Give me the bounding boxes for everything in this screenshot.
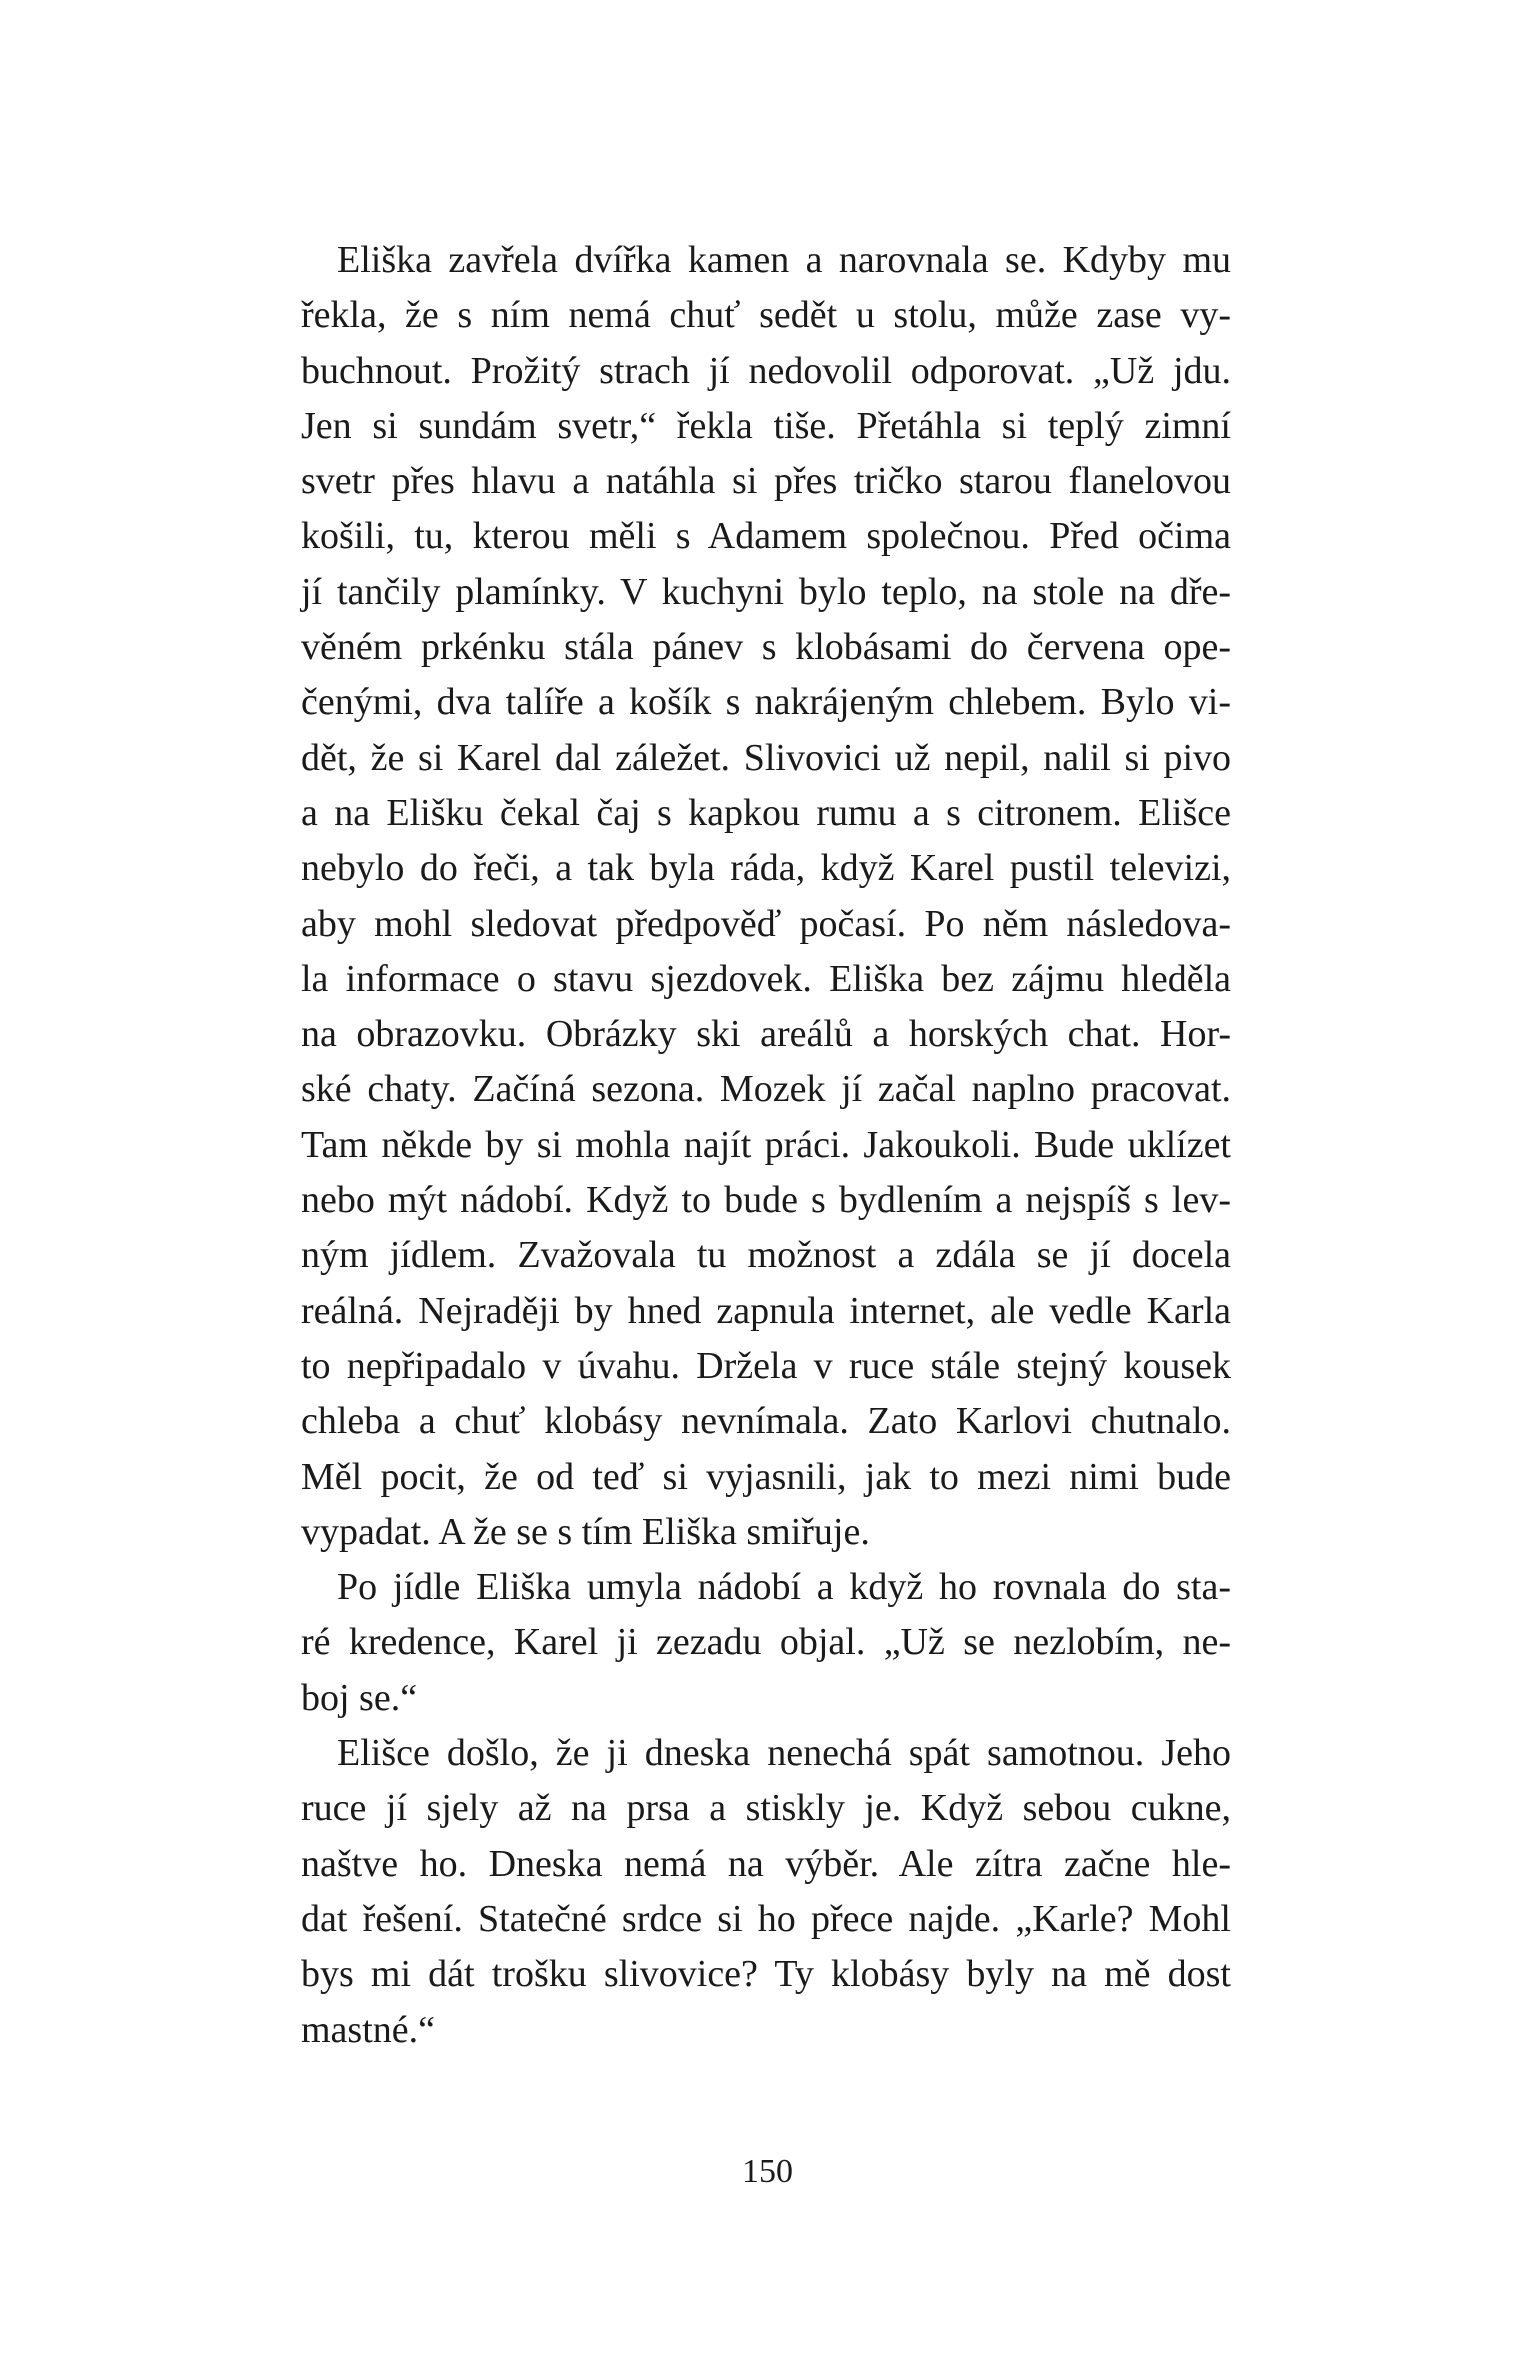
text-line: to nepřipadalo v úvahu. Držela v ruce stále stejný kousek [301,1344,1231,1387]
text-line: Eliška zavřela dvířka kamen a narovnala se. Kdyby mu [337,239,1231,281]
text-line: řekla, že s ním nemá chuť sedět u stolu, může zase vy- [301,294,1231,337]
text-line: Po jídle Eliška umyla nádobí a když ho rovnala do sta- [337,1566,1231,1609]
text-line: ruce jí sjely až na prsa a stiskly je. Když sebou cukne, [301,1787,1231,1830]
text-line: aby mohl sledovat předpověď počasí. Po něm následova- [301,902,1231,945]
text-line: naštve ho. Dneska nemá na výběr. Ale zítra začne hle- [301,1842,1231,1885]
body-text [301,233,1231,2058]
text-line: Elišce došlo, že ji dneska nenechá spát samotnou. Jeho [337,1732,1231,1775]
text-line: reálná. Nejraději by hned zapnula internet, ale vedle Karla [301,1289,1231,1332]
text-line: vypadat. A že se s tím Eliška smiřuje. [301,1510,870,1553]
text-line: košili, tu, kterou měli s Adamem společnou. Před očima [301,515,1231,558]
text-line: buchnout. Prožitý strach jí nedovolil odporovat. „Už jdu. [301,349,1231,392]
text-line: Jen si sundám svetr,“ řekla tiše. Přetáhla si teplý zimní [301,404,1231,447]
text-line: la informace o stavu sjezdovek. Eliška bez zájmu hleděla [301,957,1231,1000]
text-line: mastné.“ [301,2008,436,2051]
text-line: dat řešení. Statečné srdce si ho přece najde. „Karle? Mohl [301,1897,1231,1940]
text-line: čenými, dva talíře a košík s nakrájeným chlebem. Bylo vi- [301,681,1231,724]
text-line: nebylo do řeči, a tak byla ráda, když Karel pustil televizi, [301,847,1231,890]
text-line: chleba a chuť klobásy nevnímala. Zato Karlovi chutnalo. [301,1400,1231,1443]
text-line: věném prkénku stála pánev s klobásami do červena ope- [301,626,1231,669]
text-line: Měl pocit, že od teď si vyjasnili, jak to mezi nimi bude [301,1455,1231,1498]
text-line: ré kredence, Karel ji zezadu objal. „Už se nezlobím, ne- [301,1621,1231,1664]
text-line: bys mi dát trošku slivovice? Ty klobásy byly na mě dost [301,1953,1231,1996]
text-line: na obrazovku. Obrázky ski areálů a horských chat. Hor- [301,1013,1231,1056]
page-number: 150 [742,2153,793,2190]
text-line: Tam někde by si mohla najít práci. Jakoukoli. Bude uklízet [301,1123,1231,1166]
text-line: dět, že si Karel dal záležet. Slivovici už nepil, nalil si pivo [301,736,1231,779]
text-line: ské chaty. Začíná sezona. Mozek jí začal naplno pracovat. [301,1068,1231,1111]
text-line: a na Elišku čekal čaj s kapkou rumu a s citronem. Elišce [301,791,1231,834]
text-line: jí tančily plamínky. V kuchyni bylo teplo, na stole na dře- [301,570,1231,613]
text-line: ným jídlem. Zvažovala tu možnost a zdála se jí docela [301,1234,1231,1277]
text-line: boj se.“ [301,1676,418,1719]
text-line: nebo mýt nádobí. Když to bude s bydlením a nejspíš s lev- [301,1179,1231,1222]
text-line: svetr přes hlavu a natáhla si přes tričko starou flanelovou [301,460,1231,503]
